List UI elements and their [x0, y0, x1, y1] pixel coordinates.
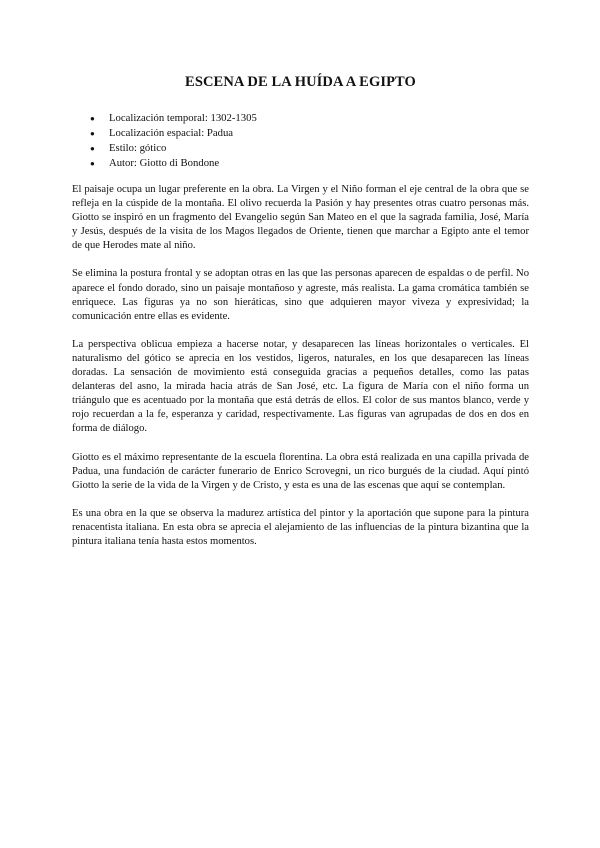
metadata-text: Localización espacial: Padua: [109, 127, 234, 139]
metadata-text: Localización temporal: 1302-1305: [109, 112, 257, 124]
paragraph-perspective: La perspectiva oblicua empieza a hacerse notar, y desaparecen las líneas horizontales o verticales. El naturalismo del gótico se aprecia en los vestidos, ligeros, naturales, en los que desaparecen las líneas doradas. La sensación de movimiento está conseguida gracias a pequeños detalles, como las patas delanteras del asno, la mirada hacia atrás de San José, etc. La figura de María con el niño forma un triángulo que es acentuado por la montaña que está detrás de ellos. El color de sus mantos blanco, verde y rojo recuerdan a la fe, esperanza y caridad, respectivamente. Las figuras van agrupadas de dos en dos en forma de diálogo.: [72, 338, 529, 435]
paragraph-giotto: Giotto es el máximo representante de la escuela florentina. La obra está realizada en una capilla privada de Padua, una fundación de carácter funerario de Enrico Scrovegni, un rico burgués de la ciudad. Aquí pintó Giotto la serie de la vida de la Virgen y de Cristo, y esta es una de las escenas que aquí se contemplan.: [72, 451, 529, 491]
metadata-item-date: [72, 111, 529, 126]
page-title: ESCENA DE LA HUÍDA A EGIPTO: [185, 74, 416, 90]
paragraph-landscape: El paisaje ocupa un lugar preferente en la obra. La Virgen y el Niño forman el eje central de la obra que se refleja en la cúspide de la montaña. El olivo recuerda la Pasión y hay presentes otras cuatro personas más. Giotto se inspiró en un fragmento del Evangelio según San Mateo en el que la sagrada familia, José, María y Jesús, después de la visita de los Magos llegados de Oriente, tienen que marchar a Egipto ante el temor de que Herodes mate al niño.: [72, 184, 529, 252]
paragraph-posture: Se elimina la postura frontal y se adoptan otras en las que las personas aparecen de espaldas o de perfil. No aparece el fondo dorado, sino un paisaje montañoso y agreste, más realista. La gama cromática también se enriquece. Las figuras ya no son hieráticas, sino que adquieren mayor viveza y expresividad; la comunicación entre ellas es evidente.: [72, 268, 529, 322]
metadata-item-place: [72, 126, 529, 141]
paragraph-maturity: Es una obra en la que se observa la madurez artística del pintor y la aportación que supone para la pintura renacentista italiana. En esta obra se aprecia el alejamiento de las influencias de la pintura bizantina que la pintura italiana tenía hasta estos momentos.: [72, 507, 529, 547]
metadata-text: Estilo: gótico: [109, 142, 167, 154]
metadata-text: Autor: Giotto di Bondone: [109, 157, 220, 169]
metadata-item-author: [72, 156, 529, 171]
bullet-icon: ●: [90, 144, 95, 153]
bullet-icon: ●: [90, 159, 95, 168]
metadata-item-style: [72, 141, 529, 156]
metadata-list: [72, 111, 529, 171]
bullet-icon: ●: [90, 129, 95, 138]
bullet-icon: ●: [90, 114, 95, 123]
